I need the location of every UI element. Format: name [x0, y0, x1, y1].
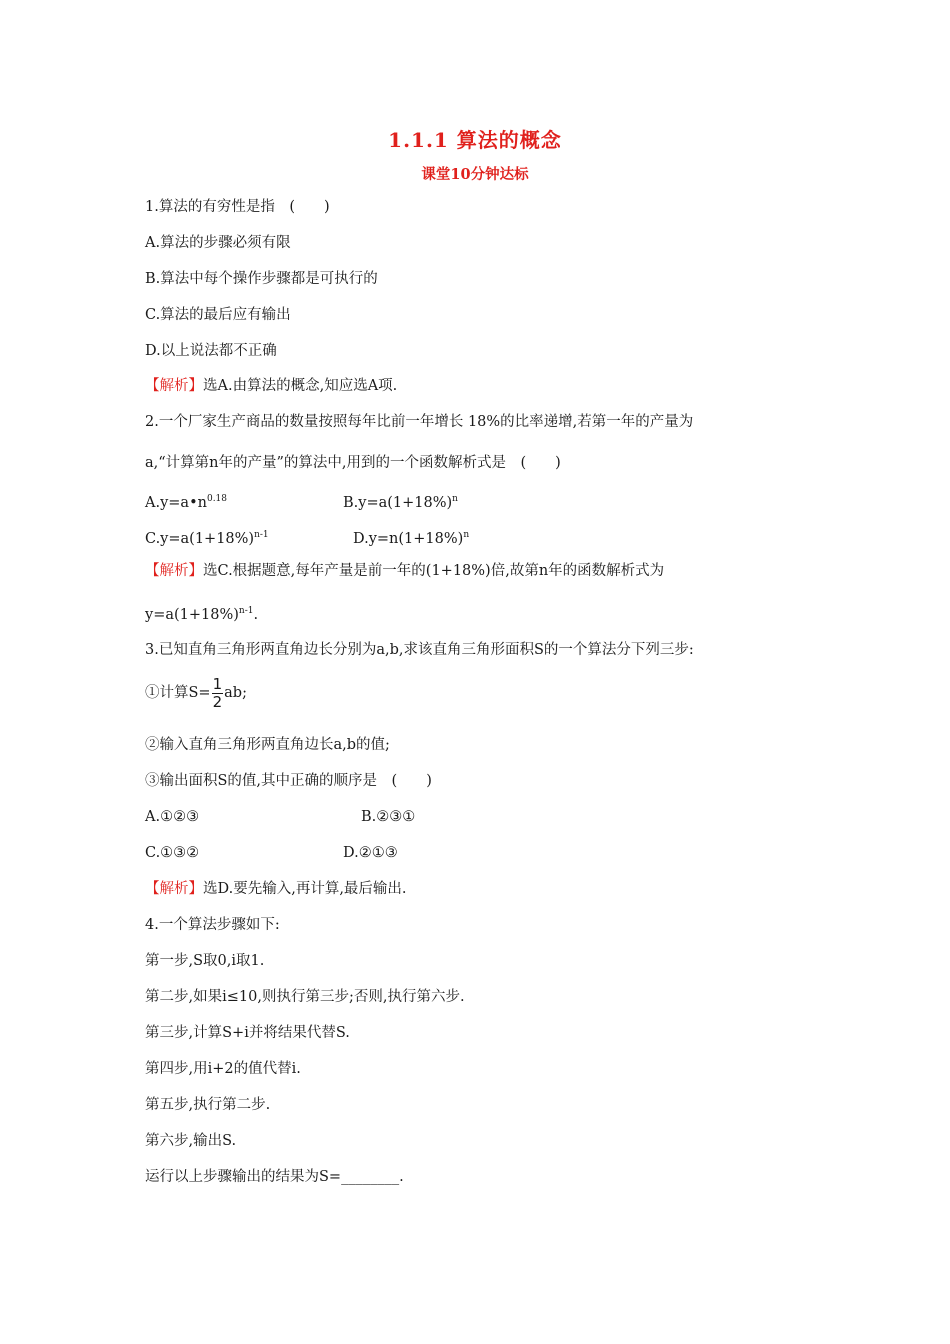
q3-option-d: D.②①③: [343, 845, 398, 861]
q1-option-a: A.算法的步骤必须有限: [145, 235, 291, 251]
fraction-one-half: [212, 676, 224, 711]
q2-option-b-exp: n: [452, 494, 458, 504]
q4-step1: 第一步,S取0,i取1.: [145, 953, 265, 969]
q2-analysis-end: .: [253, 607, 259, 623]
q2-option-c-base: C.y=a(1+18%): [145, 531, 255, 547]
q2-option-a-base: A.y=a•n: [145, 495, 207, 511]
q2-option-d: [353, 525, 469, 549]
analysis-label: 【解析】: [145, 881, 203, 897]
q3-analysis: [145, 879, 407, 899]
q3-option-b: B.②③①: [361, 809, 416, 825]
fraction-numerator: 1: [212, 674, 223, 693]
q1-analysis: [145, 376, 397, 396]
analysis-label: 【解析】: [145, 378, 203, 394]
q4-step4: 第四步,用i+2的值代替i.: [145, 1061, 301, 1077]
q2-option-d-exp: n: [463, 530, 470, 540]
q3-step1: [145, 675, 247, 711]
q3-step3: ③输出面积S的值,其中正确的顺序是 ( ): [145, 773, 432, 789]
q2-option-b-base: B.y=a(1+18%): [343, 495, 453, 511]
fraction-denominator: 2: [212, 692, 223, 711]
q4-answer-blank: 运行以上步骤输出的结果为S=________.: [145, 1169, 404, 1185]
q3-step2: ②输入直角三角形两直角边长a,b的值;: [145, 737, 390, 753]
q1-option-c: C.算法的最后应有输出: [145, 307, 291, 323]
q4-step6: 第六步,输出S.: [145, 1133, 237, 1149]
q3-option-a: A.①②③: [145, 809, 200, 825]
q1-option-b: B.算法中每个操作步骤都是可执行的: [145, 271, 378, 287]
q2-analysis-line2: [145, 601, 258, 625]
q2-option-d-base: D.y=n(1+18%): [353, 531, 464, 547]
q1-analysis-text: 选A.由算法的概念,知应选A项.: [203, 378, 398, 394]
q2-stem-line2: a,“计算第n年的产量”的算法中,用到的一个函数解析式是 ( ): [145, 455, 561, 471]
q1-stem: 1.算法的有穷性是指 ( ): [145, 199, 330, 215]
q4-step2: 第二步,如果i≤10,则执行第三步;否则,执行第六步.: [145, 989, 465, 1005]
q2-option-a: [145, 489, 227, 513]
q3-analysis-text: 选D.要先输入,再计算,最后输出.: [203, 881, 407, 897]
q2-analysis: [145, 561, 664, 581]
q3-stem: 3.已知直角三角形两直角边长分别为a,b,求该直角三角形面积S的一个算法分下列三步:: [145, 642, 694, 658]
q4-step3: 第三步,计算S+i并将结果代替S.: [145, 1025, 350, 1041]
q2-option-b: [343, 489, 458, 513]
q2-option-a-exp: 0.18: [206, 494, 228, 504]
q2-option-c-exp: n-1: [254, 530, 269, 540]
q2-analysis-formula: y=a(1+18%): [145, 607, 239, 623]
page-title: 1.1.1 算法的概念: [388, 128, 562, 152]
q4-step5: 第五步,执行第二步.: [145, 1097, 271, 1113]
analysis-label: 【解析】: [145, 563, 203, 579]
q2-analysis-exp: n-1: [238, 606, 254, 616]
page-subtitle: 课堂10分钟达标: [421, 166, 529, 183]
q3-step1-pre: ①计算S=: [145, 685, 211, 701]
q3-option-c: C.①③②: [145, 845, 200, 861]
q2-stem-line1: 2.一个厂家生产商品的数量按照每年比前一年增长 18%的比率递增,若第一年的产量为: [145, 414, 694, 430]
q2-option-c: [145, 525, 269, 549]
q1-option-d: D.以上说法都不正确: [145, 343, 277, 359]
q2-analysis-text: 选C.根据题意,每年产量是前一年的(1+18%)倍,故第n年的函数解析式为: [203, 563, 665, 579]
q3-step1-post: ab;: [224, 685, 247, 701]
q4-stem: 4.一个算法步骤如下:: [145, 917, 280, 933]
